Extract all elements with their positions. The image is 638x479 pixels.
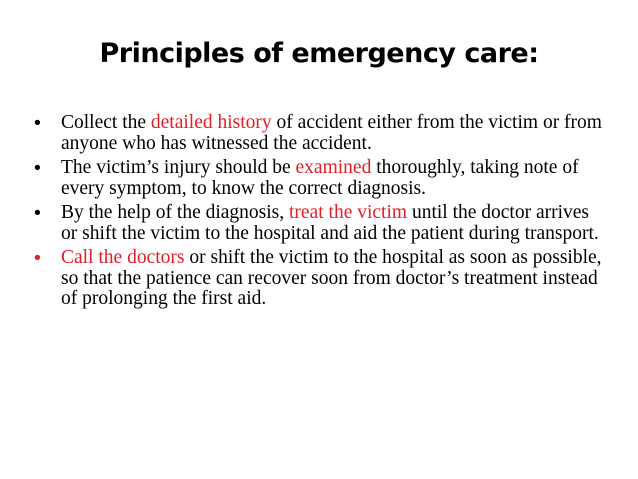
bullet-icon: • bbox=[34, 112, 41, 134]
bullet-text-post: until the doctor arrives or shift the victim to the hospital and aid the patient during transport. bbox=[61, 202, 599, 244]
bullet-icon: • bbox=[34, 157, 41, 179]
bullet-item-history bbox=[34, 113, 604, 154]
bullet-icon: • bbox=[34, 247, 41, 269]
bullet-text-pre: The victim’s injury should be bbox=[61, 157, 296, 178]
bullet-text-post: thoroughly, taking note of every symptom, to know the correct diagnosis. bbox=[61, 157, 579, 199]
bullet-item-examine bbox=[34, 158, 604, 199]
bullet-text-pre: By the help of the diagnosis, bbox=[61, 202, 290, 223]
bullet-highlight: detailed history bbox=[150, 112, 272, 133]
bullet-icon: • bbox=[34, 202, 41, 224]
bullet-text-post: of accident either from the victim or from anyone who has witnessed the accident. bbox=[61, 112, 602, 154]
slide-title: Principles of emergency care: bbox=[99, 38, 539, 69]
bullet-highlight: treat the victim bbox=[289, 202, 408, 223]
bullet-highlight: Call the doctors bbox=[61, 247, 185, 268]
bullet-item-call-doctors bbox=[34, 248, 604, 310]
bullet-list bbox=[34, 113, 604, 314]
bullet-highlight: examined bbox=[295, 157, 372, 178]
bullet-text-post: or shift the victim to the hospital as soon as possible, so that the patience can recover soon from doctor’s treatment instead of prolonging the first aid. bbox=[61, 247, 602, 309]
bullet-text-pre: Collect the bbox=[61, 112, 151, 133]
bullet-item-treat bbox=[34, 203, 604, 244]
